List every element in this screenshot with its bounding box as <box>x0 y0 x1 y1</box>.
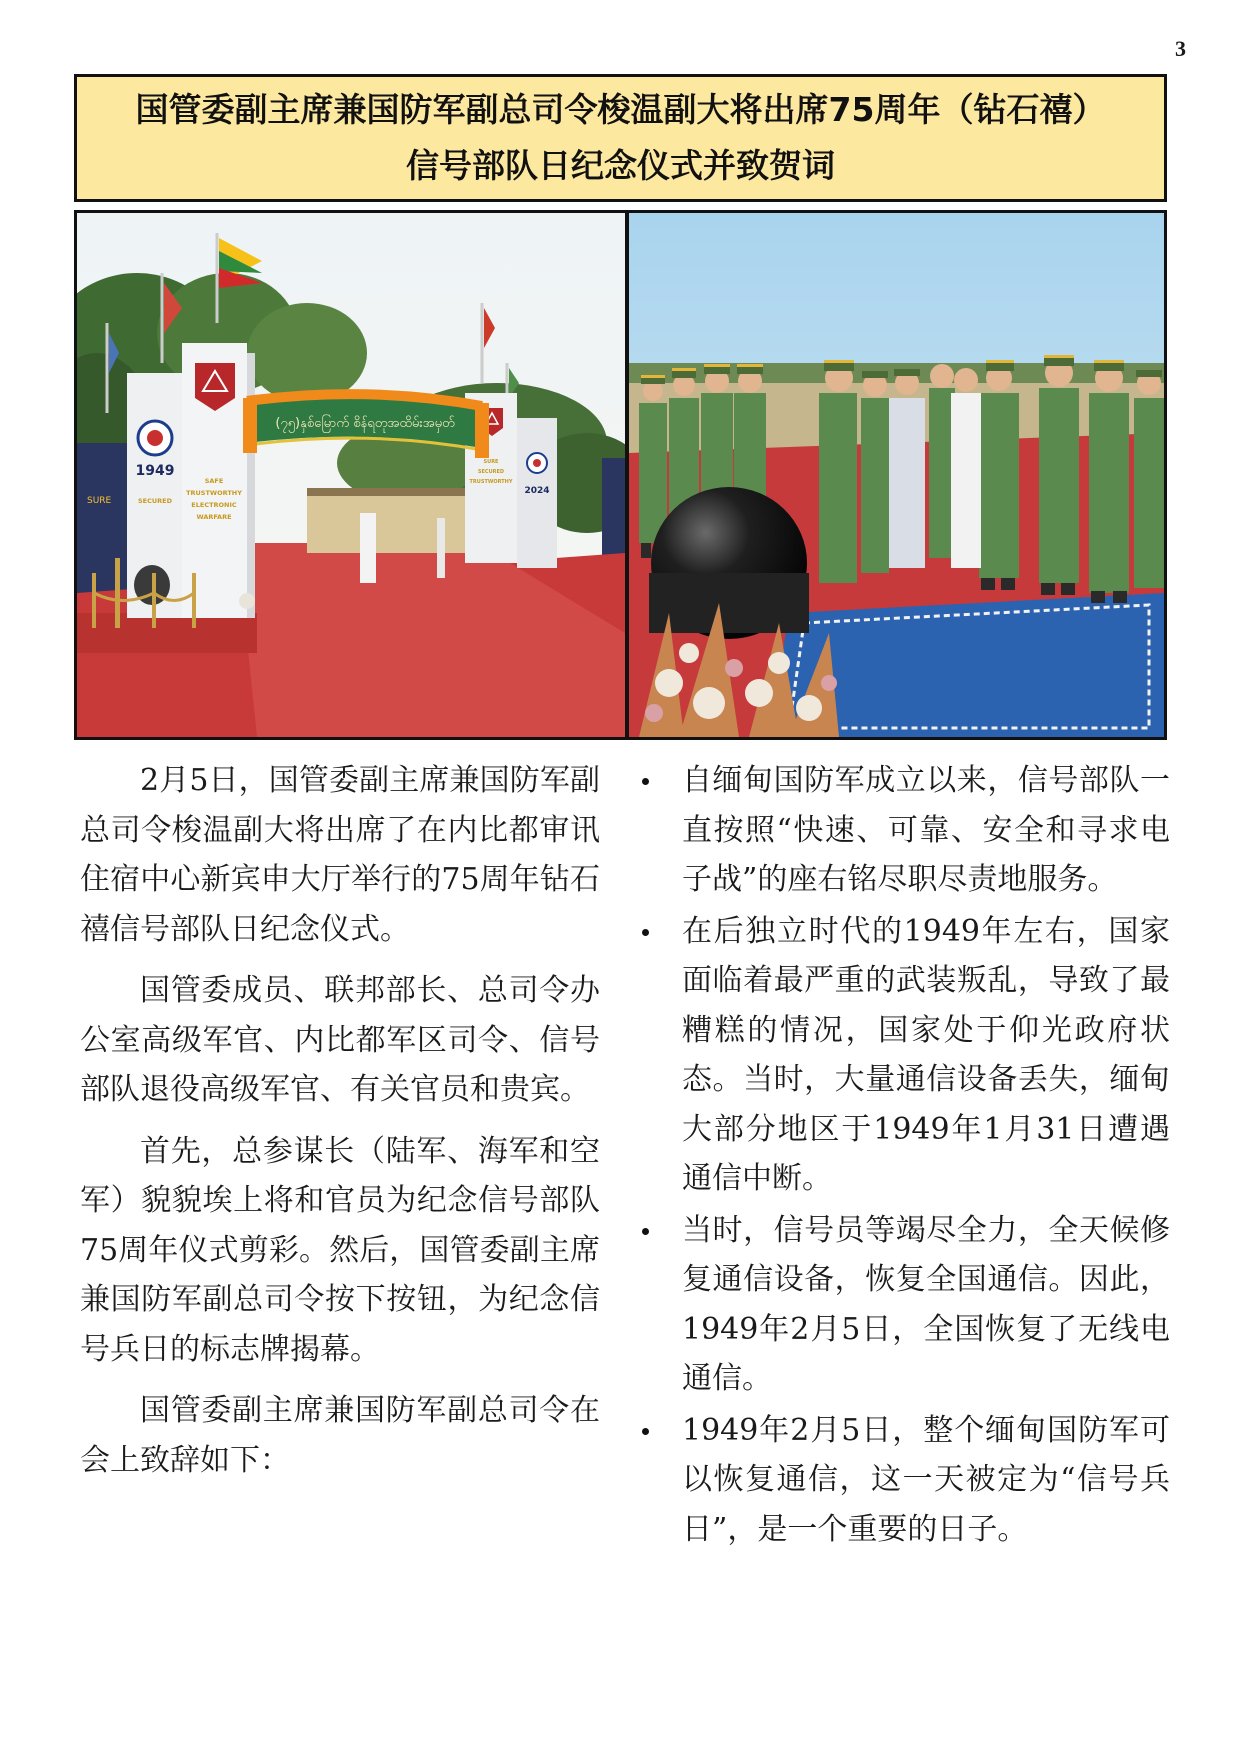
list-item <box>640 756 1170 905</box>
left-column <box>80 756 600 1497</box>
title-banner <box>74 74 1167 202</box>
left-pillar-year: 1949 <box>135 463 175 479</box>
paragraph-1: 2月5日，国管委副主席兼国防军副总司令梭温副大将出席了在内比都审讯住宿中心新宾申大厅举行的75周年钻石禧信号部队日纪念仪式。 <box>80 763 600 947</box>
right-motto-2: TRUSTWORTHY <box>469 479 513 485</box>
left-motto-3: ELECTRONIC <box>191 501 237 509</box>
article-title: 国管委副主席兼国防军副总司令梭温副大将出席75周年（钻石禧）信号部队日纪念仪式并致贺词 <box>135 90 1106 185</box>
left-motto-2: TRUSTWORTHY <box>186 489 242 497</box>
paragraph-2: 国管委成员、联邦部长、总司令办公室高级军官、内比都军区司令、信号部队退役高级军官、有关官员和贵宾。 <box>80 973 600 1107</box>
bullet-icon <box>642 929 649 936</box>
paragraph-4: 国管委副主席兼国防军副总司令在会上致辞如下： <box>80 1393 600 1478</box>
photo-ceremonial-arch <box>77 213 625 737</box>
left-motto-1: SECURED <box>137 497 173 505</box>
photo-frame <box>74 210 1167 740</box>
bullet-icon <box>642 1228 649 1235</box>
left-motto-4: WARFARE <box>196 513 232 521</box>
bullet-icon <box>642 1428 649 1435</box>
arch-photo-illustration <box>77 213 625 737</box>
bullet-icon <box>642 778 649 785</box>
sign-text: SURE <box>87 496 112 506</box>
paragraph-3: 首先，总参谋长（陆军、海军和空军）貌貌埃上将和官员为纪念信号部队75周年仪式剪彩。然后，国管委副主席兼国防军副总司令按下按钮，为纪念信号兵日的标志牌揭幕。 <box>80 1133 600 1367</box>
bullet-list <box>640 756 1170 1554</box>
right-pillar-year: 2024 <box>524 486 550 496</box>
right-motto-0: SURE <box>483 459 499 465</box>
bullet-text: 在后独立时代的1949年左右，国家面临着最严重的武装叛乱，导致了最糟糕的情况，国家处于仰光政府状态。当时，大量通信设备丢失，缅甸大部分地区于1949年1月31日遭遇通信中断。 <box>682 913 1170 1196</box>
page-number: 3 <box>1175 36 1186 61</box>
list-item <box>640 1406 1170 1555</box>
list-item <box>640 907 1170 1204</box>
photo-unveiling-ceremony <box>629 213 1164 737</box>
arch-banner-text: (၇၅)နှစ်မြောက် စိန်ရတုအထိမ်းအမှတ် <box>275 416 455 431</box>
bullet-text: 1949年2月5日，整个缅甸国防军可以恢复通信，这一天被定为“信号兵日”，是一个重要的日子。 <box>682 1412 1170 1547</box>
unveiling-photo-illustration <box>629 213 1164 737</box>
list-item <box>640 1206 1170 1404</box>
bullet-text: 自缅甸国防军成立以来，信号部队一直按照“快速、可靠、安全和寻求电子战”的座右铭尽职尽责地服务。 <box>682 763 1170 897</box>
right-column <box>640 756 1170 1556</box>
left-motto-0: SAFE <box>204 477 224 485</box>
bullet-text: 当时，信号员等竭尽全力，全天候修复通信设备，恢复全国通信。因此，1949年2月5日，全国恢复了无线电通信。 <box>682 1212 1170 1396</box>
right-motto-1: SECURED <box>477 469 505 475</box>
